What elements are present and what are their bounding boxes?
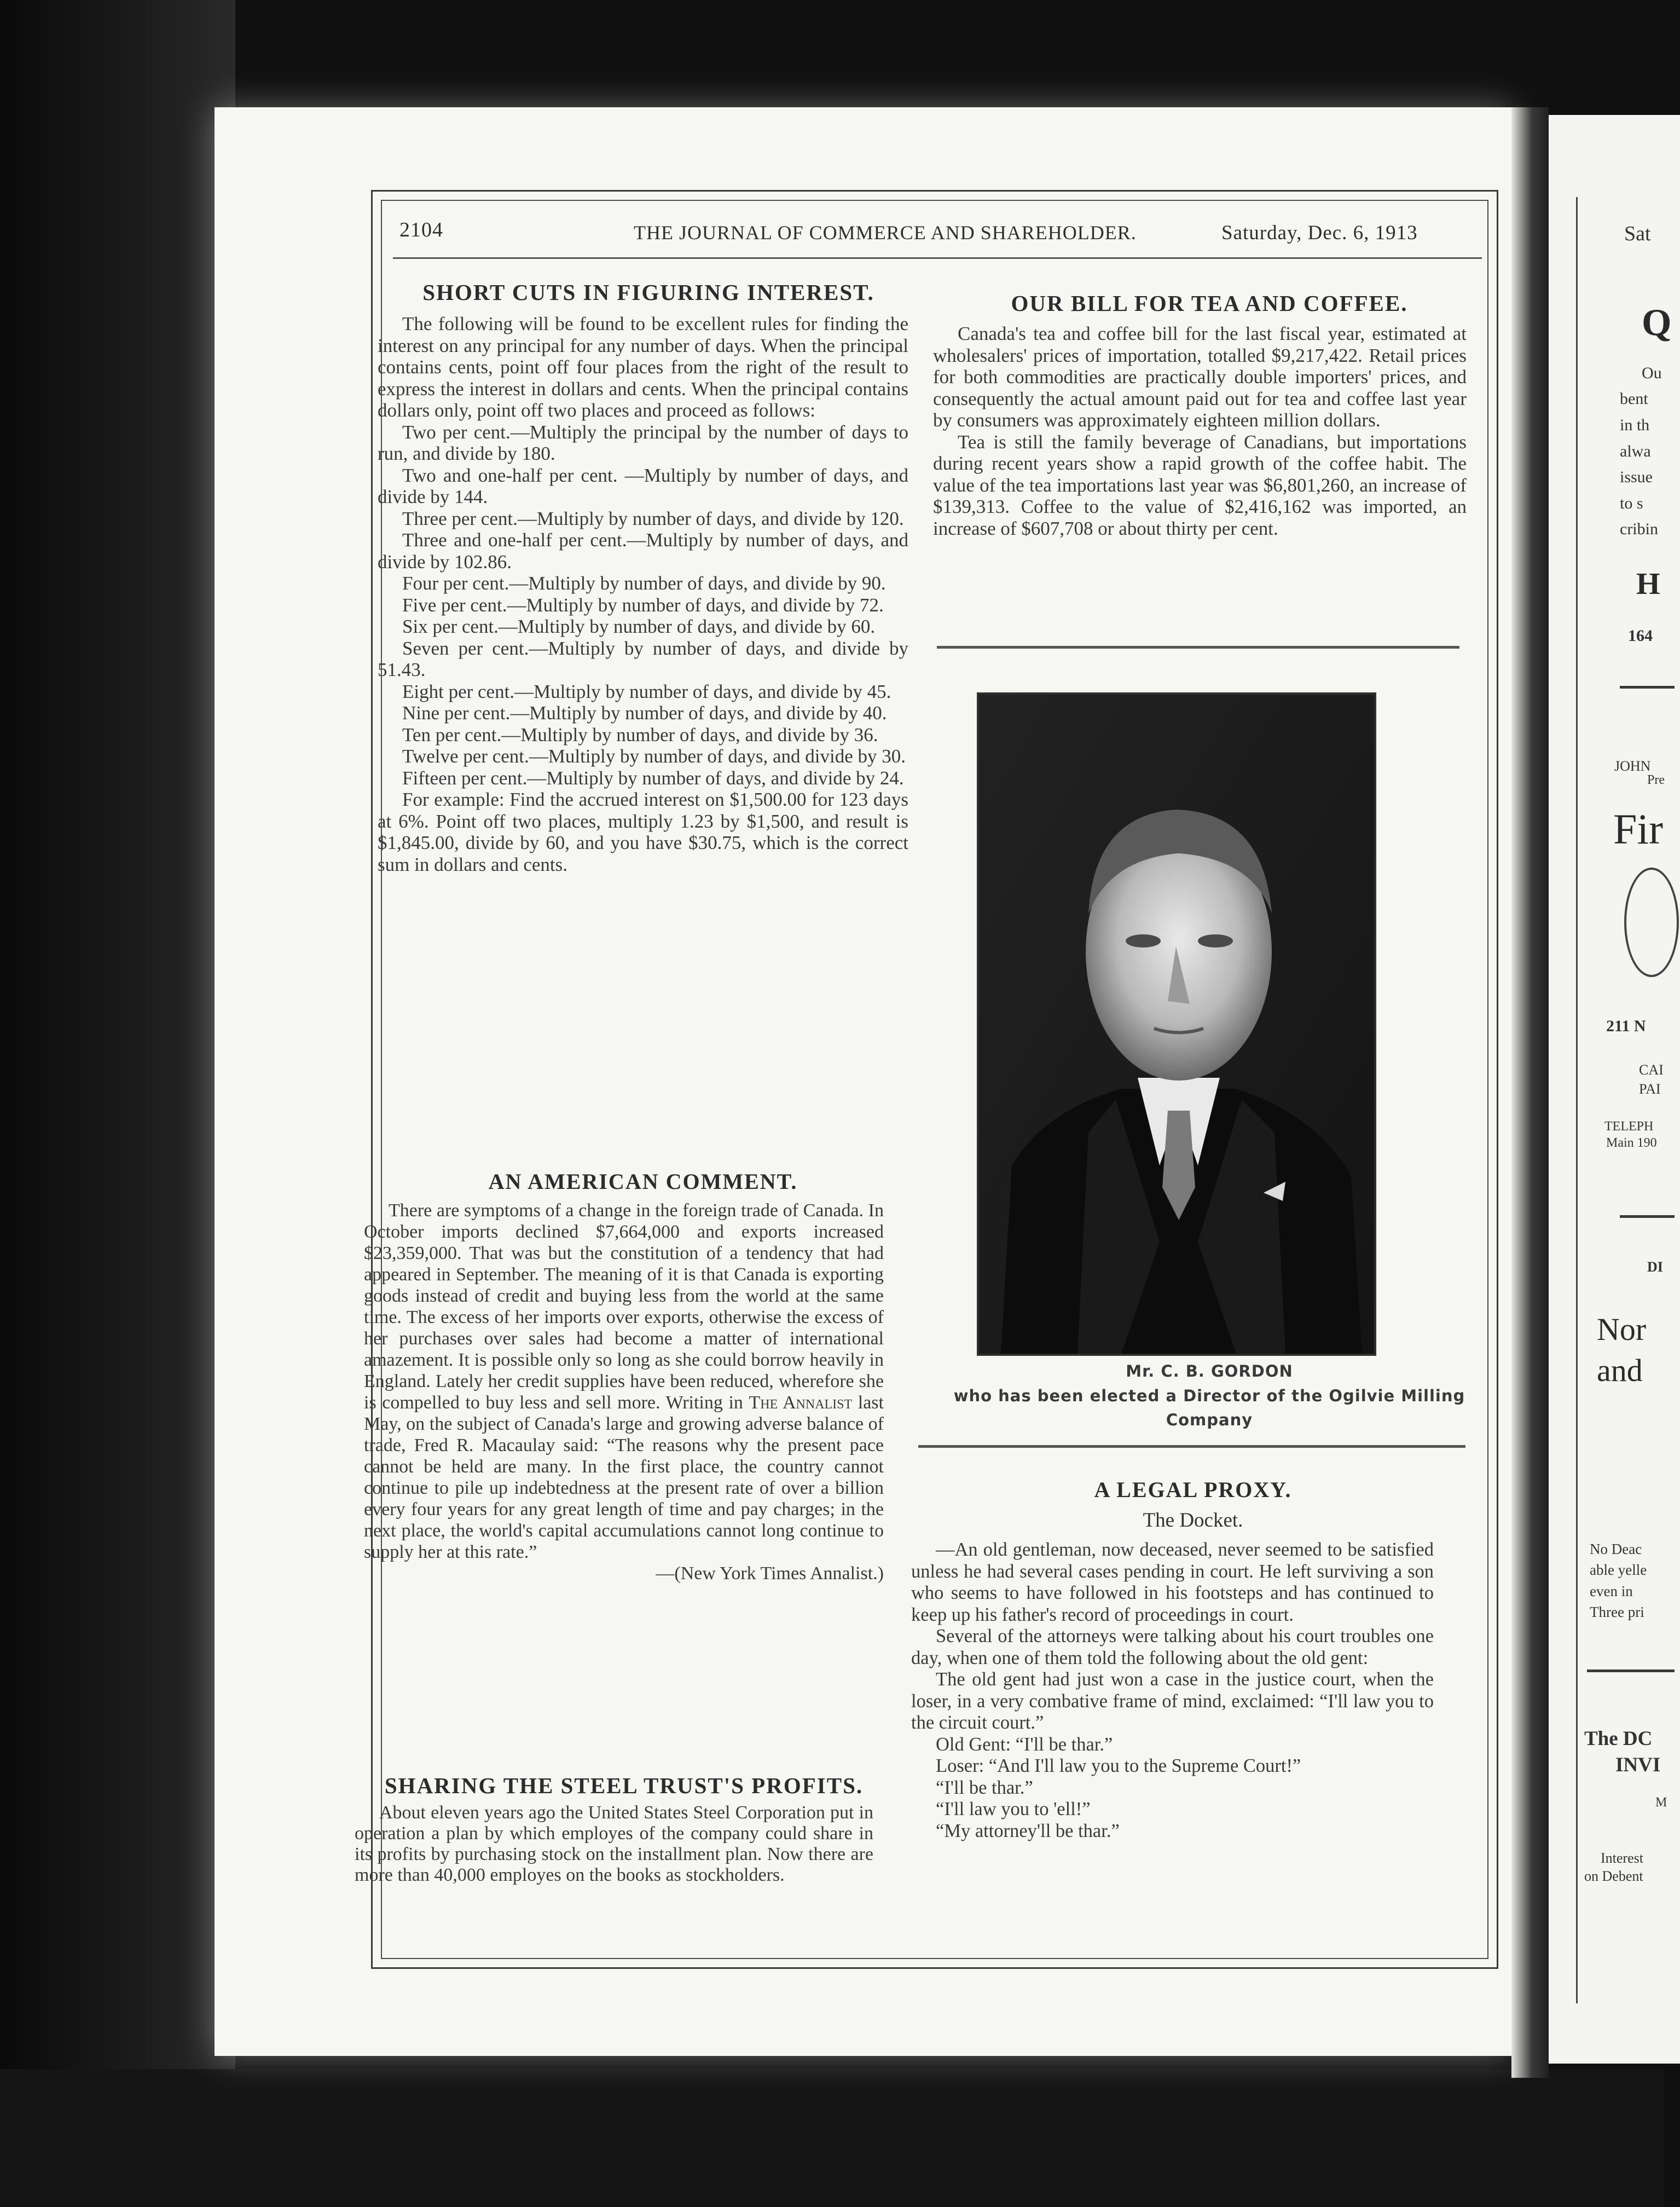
facing-fragment: INVI [1615, 1754, 1661, 1776]
tea-coffee-body [933, 323, 1467, 539]
short-cuts-para: Fifteen per cent.—Multiply by number of days, and divide by 24. [402, 767, 904, 789]
facing-rule [1620, 1215, 1675, 1218]
american-comment-body [364, 1200, 884, 1584]
facing-fragment: and [1597, 1353, 1643, 1388]
facing-fragment: PAI [1639, 1081, 1661, 1097]
short-cuts-para: The following will be found to be excellent rules for finding the interest on any principal for any number of days. When the principal contains cents, point off four places from the right of the result to express the interest in dollars and cents. When the principal contains dollars only, point off two places and proceed as follows: [378, 313, 908, 421]
legal-proxy-para: “My attorney'll be thar.” [936, 1820, 1120, 1841]
facing-fragment: M [1655, 1795, 1667, 1810]
annalist-smallcaps: The Annalist [749, 1393, 853, 1413]
facing-fragment: TELEPH [1604, 1119, 1654, 1134]
facing-fragment: able yelle [1590, 1562, 1647, 1578]
facing-fragment: on Debent [1584, 1868, 1643, 1884]
portrait-caption-line: who has been elected a Director of the Ogilvie Milling Company [953, 1386, 1465, 1429]
issue-date: Saturday, Dec. 6, 1913 [1221, 222, 1418, 244]
facing-fragment: even in [1590, 1583, 1633, 1599]
legal-proxy-para: The old gent had just won a case in the justice court, when the loser, in a very combative frame of mind, exclaimed: “I'll law you to the circuit court.” [911, 1669, 1434, 1733]
portrait-photo [977, 692, 1376, 1356]
facing-fragment: CAI [1639, 1062, 1664, 1078]
american-comment-text-2: last May, on the subject of Canada's large and growing adverse balance of trade, Fred R. Macaulay said: “The reasons why the present pace cannot be held are many. In the first place, the country cannot continue to pile up indebtedness at the present rate of over a billion every four years for any great length of time and pay charges; in the next place, the world's capital accumulations cannot long continue to supply her at this rate.” [364, 1393, 884, 1562]
portrait-caption-name: Mr. C. B. GORDON [1126, 1362, 1293, 1380]
facing-fragment: to s [1620, 494, 1643, 512]
facing-rule [1587, 1669, 1675, 1672]
page-number: 2104 [399, 218, 443, 241]
short-cuts-para: Eight per cent.—Multiply by number of days, and divide by 45. [402, 680, 891, 702]
background-bottom [0, 2069, 1664, 2207]
facing-fragment: Q [1642, 302, 1672, 344]
short-cuts-body [378, 313, 908, 875]
facing-rule [1620, 686, 1675, 689]
section-rule [918, 1445, 1465, 1448]
short-cuts-para: Ten per cent.—Multiply by number of days, and divide by 36. [402, 724, 878, 746]
short-cuts-title: SHORT CUTS IN FIGURING INTEREST. [422, 280, 874, 305]
american-comment-title: AN AMERICAN COMMENT. [488, 1169, 798, 1194]
facing-fragment: Ou [1642, 364, 1662, 382]
short-cuts-para: Three and one-half per cent.—Multiply by number of days, and divide by 102.86. [378, 529, 908, 573]
facing-fragment: 211 N [1606, 1017, 1646, 1035]
facing-fragment: Pre [1647, 773, 1665, 787]
facing-fragment: No Deac [1590, 1541, 1642, 1557]
short-cuts-para: Two per cent.—Multiply the principal by the number of days to run, and divide by 180. [378, 421, 908, 464]
section-rule [937, 646, 1459, 649]
facing-fragment: Interest [1601, 1850, 1643, 1866]
legal-proxy-source: The Docket. [1143, 1509, 1243, 1532]
facing-page-border [1576, 197, 1578, 2003]
legal-proxy-body [911, 1539, 1434, 1842]
facing-seal-icon [1624, 868, 1679, 977]
page-gutter [1511, 107, 1549, 2078]
facing-fragment: alwa [1620, 442, 1651, 460]
steel-trust-title: SHARING THE STEEL TRUST'S PROFITS. [384, 1773, 864, 1798]
facing-fragment: The DC [1584, 1728, 1653, 1750]
short-cuts-para: Four per cent.—Multiply by number of days, and divide by 90. [402, 573, 886, 594]
background-left [0, 0, 235, 2207]
steel-trust-text: About eleven years ago the United States Steel Corporation put in operation a plan by which employes of the company could share in its profits by purchasing stock on the installment plan. Now there are more than 40,000 employes on the books as stockholders. [355, 1802, 873, 1885]
legal-proxy-para: Old Gent: “I'll be thar.” [936, 1734, 1113, 1755]
legal-proxy-para: —An old gentleman, now deceased, never seemed to be satisfied unless he had several cases pending in court. He left surviving a son who seems to have followed in his footsteps and has continued to keep up his father's record of proceedings in court. [911, 1539, 1434, 1625]
short-cuts-para: Nine per cent.—Multiply by number of days, and divide by 40. [402, 702, 887, 724]
facing-fragment: cribin [1620, 520, 1658, 538]
short-cuts-para: For example: Find the accrued interest on $1,500.00 for 123 days at 6%. Point off two places, multiply 1.23 by $1,500, and result is $1,845.00, divide by 60, and you have $30.75, which is the correct sum in dollars and cents. [378, 789, 908, 875]
portrait-image [979, 695, 1374, 1354]
facing-fragment: Sat [1624, 222, 1651, 245]
legal-proxy-title: A LEGAL PROXY. [1094, 1477, 1292, 1502]
facing-fragment: DI [1647, 1259, 1663, 1275]
facing-fragment: bent [1620, 390, 1648, 408]
legal-proxy-para: Loser: “And I'll law you to the Supreme Court!” [936, 1755, 1301, 1776]
tea-coffee-para: Canada's tea and coffee bill for the last fiscal year, estimated at wholesalers' prices of importation, totalled $9,217,422. Retail prices for both commodities are practically double importers' prices, and consequently the actual amount paid out for tea and coffee last year by consumers was approximately eighteen million dollars. [933, 323, 1467, 431]
facing-fragment: Nor [1597, 1312, 1647, 1347]
steel-trust-body [355, 1802, 873, 1886]
facing-fragment: Fir [1613, 805, 1664, 853]
short-cuts-para: Three per cent.—Multiply by number of days, and divide by 120. [402, 507, 904, 529]
tea-coffee-title: OUR BILL FOR TEA AND COFFEE. [1011, 291, 1408, 316]
facing-fragment: Main 190 [1606, 1136, 1657, 1150]
journal-title: THE JOURNAL OF COMMERCE AND SHAREHOLDER. [634, 222, 1137, 244]
facing-fragment: JOHN [1614, 758, 1651, 774]
short-cuts-para: Six per cent.—Multiply by number of days, and divide by 60. [402, 616, 876, 637]
facing-fragment: in th [1620, 416, 1650, 434]
facing-fragment: 164 [1628, 627, 1653, 645]
facing-fragment: Three pri [1590, 1604, 1644, 1620]
header-rule [393, 257, 1482, 259]
legal-proxy-para: “I'll law you to 'ell!” [936, 1799, 1091, 1819]
short-cuts-para: Five per cent.—Multiply by number of days, and divide by 72. [402, 594, 884, 616]
legal-proxy-para: “I'll be thar.” [936, 1777, 1033, 1798]
american-comment-text: There are symptoms of a change in the foreign trade of Canada. In October imports declined $7,664,000 and exports increased $23,359,000. That was but the constitution of a tendency that had appeared in September. The meaning of it is that Canada is exporting goods instead of credit and buying less from the world at the same time. The excess of her imports over exports, otherwise the excess of her purchases over sales had become a matter of international amazement. It is possible only so long as she could borrow heavily in England. Lately her credit supplies have been reduced, wherefore she is compelled to buy less and sell more. Writing in [364, 1200, 884, 1413]
legal-proxy-para: Several of the attorneys were talking about his court troubles one day, when one of them told the following about the old gent: [911, 1626, 1434, 1668]
facing-fragment: H [1636, 567, 1660, 601]
short-cuts-para: Twelve per cent.—Multiply by number of days, and divide by 30. [402, 746, 906, 767]
short-cuts-para: Two and one-half per cent. —Multiply by number of days, and divide by 144. [378, 464, 908, 507]
tea-coffee-para: Tea is still the family beverage of Canadians, but importations during recent years show a rapid growth of the coffee habit. The value of the tea importations last year was $6,801,260, an increase of $139,313. Coffee to the value of $2,416,162 was imported, an increase of $607,708 or about thirty per cent. [933, 431, 1467, 539]
facing-fragment: issue [1620, 468, 1653, 486]
short-cuts-para: Seven per cent.—Multiply by number of days, and divide by 51.43. [378, 637, 908, 680]
american-comment-source: —(New York Times Annalist.) [656, 1563, 884, 1584]
